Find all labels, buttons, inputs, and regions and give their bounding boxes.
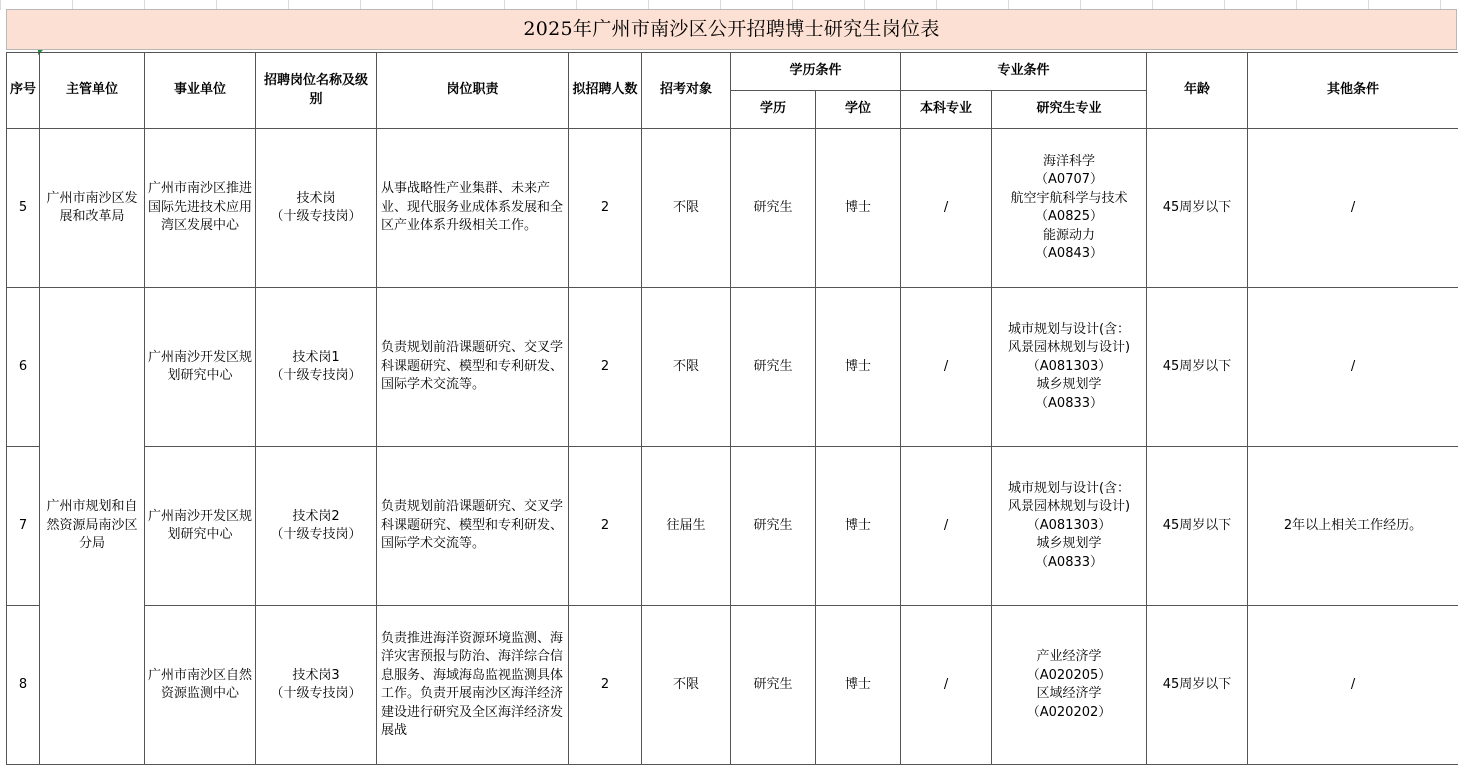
cell-target[interactable]: 不限	[642, 129, 731, 288]
grad-major-line: 区域经济学	[995, 685, 1143, 704]
header-age[interactable]: 年龄	[1147, 53, 1248, 129]
grad-major-line: （A020205）	[995, 667, 1143, 686]
header-row-1	[7, 53, 1458, 91]
grad-major-line: 航空宇航科学与技术	[995, 190, 1143, 209]
grad-major-line: （A081303）	[995, 358, 1143, 377]
cell-undergrad[interactable]: /	[901, 129, 992, 288]
cell-grad[interactable]	[992, 129, 1147, 288]
cell-age[interactable]: 45周岁以下	[1147, 447, 1248, 606]
grad-major-line: （A0843）	[995, 245, 1143, 264]
cell-duty[interactable]: 负责规划前沿课题研究、交叉学科课题研究、模型和专利研发、国际学术交流等。	[377, 288, 569, 447]
grad-major-line: 风景园林规划与设计)	[995, 339, 1143, 358]
position-name: 技术岗	[259, 190, 373, 209]
grad-major-line: （A0833）	[995, 395, 1143, 414]
grad-major-line: 能源动力	[995, 227, 1143, 246]
grad-major-line: （A0707）	[995, 171, 1143, 190]
grad-major-line: （A0825）	[995, 208, 1143, 227]
position-level: （十级专技岗）	[259, 526, 373, 545]
cell-age[interactable]: 45周岁以下	[1147, 606, 1248, 765]
cell-age[interactable]: 45周岁以下	[1147, 288, 1248, 447]
cell-unit[interactable]: 广州南沙开发区规划研究中心	[145, 288, 256, 447]
position-level: （十级专技岗）	[259, 685, 373, 704]
position-level: （十级专技岗）	[259, 208, 373, 227]
cell-position[interactable]	[256, 288, 377, 447]
cell-unit[interactable]: 广州南沙开发区规划研究中心	[145, 447, 256, 606]
position-name: 技术岗3	[259, 667, 373, 686]
cell-position[interactable]	[256, 447, 377, 606]
cell-degree[interactable]: 博士	[816, 288, 901, 447]
recruitment-table	[6, 52, 1458, 765]
cell-degree[interactable]: 博士	[816, 447, 901, 606]
header-department[interactable]: 主管单位	[40, 53, 145, 129]
cell-seq[interactable]: 8	[7, 606, 40, 765]
cell-undergrad[interactable]: /	[901, 288, 992, 447]
cell-degree[interactable]: 博士	[816, 129, 901, 288]
cell-edu[interactable]: 研究生	[731, 447, 816, 606]
grad-major-line: （A0833）	[995, 554, 1143, 573]
header-edu-group[interactable]: 学历条件	[731, 53, 901, 91]
cell-grad[interactable]	[992, 447, 1147, 606]
cell-target[interactable]: 不限	[642, 606, 731, 765]
cell-edu[interactable]: 研究生	[731, 606, 816, 765]
cell-age[interactable]: 45周岁以下	[1147, 129, 1248, 288]
header-position[interactable]: 招聘岗位名称及级别	[256, 53, 377, 129]
cell-duty[interactable]: 负责规划前沿课题研究、交叉学科课题研究、模型和专利研发、国际学术交流等。	[377, 447, 569, 606]
cell-other[interactable]: /	[1248, 129, 1458, 288]
position-name: 技术岗1	[259, 349, 373, 368]
cell-other[interactable]: /	[1248, 288, 1458, 447]
cell-other[interactable]: 2年以上相关工作经历。	[1248, 447, 1458, 606]
cell-seq[interactable]: 5	[7, 129, 40, 288]
grad-major-line: 城乡规划学	[995, 535, 1143, 554]
cell-seq[interactable]: 6	[7, 288, 40, 447]
cell-position[interactable]	[256, 606, 377, 765]
cell-other[interactable]: /	[1248, 606, 1458, 765]
header-duty[interactable]: 岗位职责	[377, 53, 569, 129]
cell-duty[interactable]: 负责推进海洋资源环境监测、海洋灾害预报与防治、海洋综合信息服务、海域海岛监视监测具体工作。负责开展南沙区海洋经济建设进行研究及全区海洋经济发展战	[377, 606, 569, 765]
page-title[interactable]: 2025年广州市南沙区公开招聘博士研究生岗位表	[6, 9, 1457, 50]
header-count[interactable]: 拟招聘人数	[569, 53, 642, 129]
cell-unit[interactable]: 广州市南沙区推进国际先进技术应用湾区发展中心	[145, 129, 256, 288]
header-degree[interactable]: 学位	[816, 91, 901, 129]
cell-unit[interactable]: 广州市南沙区自然资源监测中心	[145, 606, 256, 765]
cell-department[interactable]: 广州市南沙区发展和改革局	[40, 129, 145, 288]
header-unit[interactable]: 事业单位	[145, 53, 256, 129]
cell-position[interactable]	[256, 129, 377, 288]
cell-undergrad[interactable]: /	[901, 447, 992, 606]
table-row	[7, 606, 1458, 765]
grad-major-line: 风景园林规划与设计)	[995, 498, 1143, 517]
cell-undergrad[interactable]: /	[901, 606, 992, 765]
cell-count[interactable]: 2	[569, 288, 642, 447]
cell-count[interactable]: 2	[569, 606, 642, 765]
cell-count[interactable]: 2	[569, 129, 642, 288]
header-undergrad[interactable]: 本科专业	[901, 91, 992, 129]
cell-edu[interactable]: 研究生	[731, 288, 816, 447]
header-target[interactable]: 招考对象	[642, 53, 731, 129]
table-row	[7, 447, 1458, 606]
position-name: 技术岗2	[259, 508, 373, 527]
cell-grad[interactable]	[992, 288, 1147, 447]
header-edu[interactable]: 学历	[731, 91, 816, 129]
cell-duty[interactable]: 从事战略性产业集群、未来产业、现代服务业成体系发展和全区产业体系升级相关工作。	[377, 129, 569, 288]
header-major-group[interactable]: 专业条件	[901, 53, 1147, 91]
position-level: （十级专技岗）	[259, 367, 373, 386]
grad-major-line: 城市规划与设计(含：	[995, 480, 1143, 499]
grad-major-line: 城乡规划学	[995, 376, 1143, 395]
cell-edu[interactable]: 研究生	[731, 129, 816, 288]
cell-department[interactable]: 广州市规划和自然资源局南沙区分局	[40, 288, 145, 765]
table-row	[7, 288, 1458, 447]
cell-target[interactable]: 往届生	[642, 447, 731, 606]
cell-count[interactable]: 2	[569, 447, 642, 606]
grad-major-line: 海洋科学	[995, 153, 1143, 172]
cell-target[interactable]: 不限	[642, 288, 731, 447]
header-other[interactable]: 其他条件	[1248, 53, 1458, 129]
grad-major-line: 城市规划与设计(含：	[995, 321, 1143, 340]
grad-major-line: （A020202）	[995, 704, 1143, 723]
grad-major-line: （A081303）	[995, 517, 1143, 536]
header-seq[interactable]: 序号	[7, 53, 40, 129]
cell-seq[interactable]: 7	[7, 447, 40, 606]
header-grad[interactable]: 研究生专业	[992, 91, 1147, 129]
table-row	[7, 129, 1458, 288]
cell-degree[interactable]: 博士	[816, 606, 901, 765]
grad-major-line: 产业经济学	[995, 648, 1143, 667]
cell-grad[interactable]	[992, 606, 1147, 765]
